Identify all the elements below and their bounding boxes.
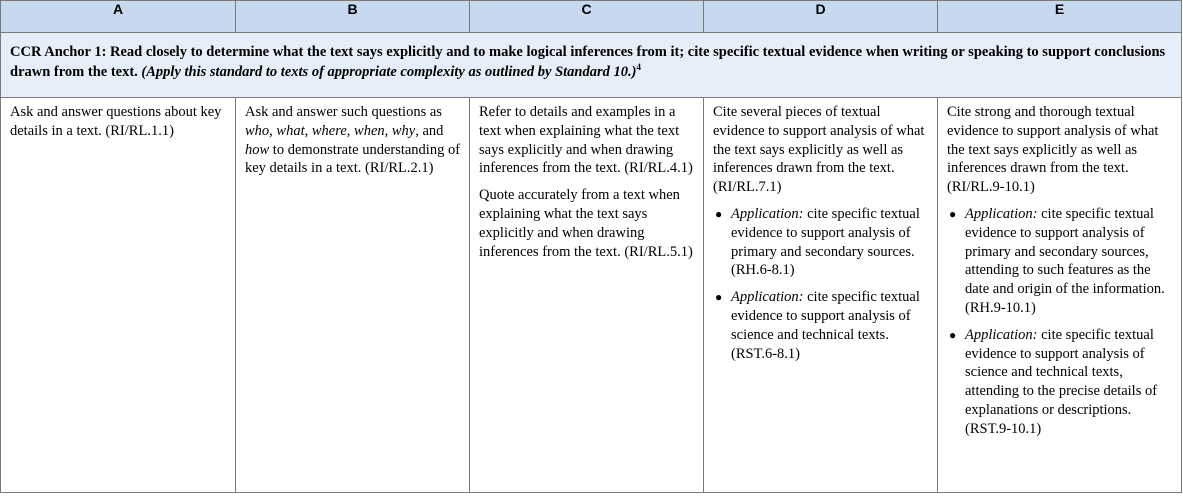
cell-c-paragraph-2: Quote accurately from a text when explaining what the text says explicitly and when drawing inferences from the text. (RI/RL.5.1) xyxy=(479,187,693,260)
cell-d-application-list xyxy=(713,205,929,363)
application-text: cite specific textual evidence to support analysis of science and technical texts. (RST.6-8.1) xyxy=(731,289,920,362)
cell-b-word-what: what xyxy=(276,122,305,139)
column-header-c: C xyxy=(470,1,704,33)
column-header-d: D xyxy=(704,1,938,33)
cell-a-text: Ask and answer questions about key details in a text. (RI/RL.1.1) xyxy=(10,104,222,139)
standards-row xyxy=(1,98,1182,493)
anchor-statement: CCR Anchor 1: Read closely to determine what the text says explicitly and to make logical inferences from it; cite specific textual evidence when writing or speaking to support conclusions drawn from the text. xyxy=(10,44,1166,80)
cell-b-word-who: who xyxy=(245,122,270,139)
column-header-b: B xyxy=(236,1,470,33)
cell-d-paragraph-1: Cite several pieces of textual evidence to support analysis of what the text says explicitly as well as inferences drawn from the text. (RI/RL.7.1) xyxy=(713,104,925,196)
cell-b-text xyxy=(245,103,461,178)
anchor-row xyxy=(1,33,1182,98)
application-label: Application: xyxy=(965,205,1038,222)
application-text: cite specific textual evidence to support analysis of science and technical texts, attending to the precise details of explanations or descriptions. (RST.9-10.1) xyxy=(965,326,1158,437)
cell-b-word-where: where xyxy=(311,122,347,139)
cell-d xyxy=(704,98,938,493)
cell-b-sep: , xyxy=(304,122,312,139)
bullet-icon: ● xyxy=(715,290,723,305)
cell-c-paragraph-1: Refer to details and examples in a text when explaining what the text says explicitly and when drawing inferences from the text. (RI/RL.4.1) xyxy=(479,104,693,177)
column-header-e: E xyxy=(938,1,1182,33)
cell-e-application-list xyxy=(947,205,1173,439)
cell-a xyxy=(1,98,236,493)
cell-b-word-why: why xyxy=(391,122,416,139)
list-item xyxy=(949,326,1173,439)
cell-e xyxy=(938,98,1182,493)
application-label: Application: xyxy=(731,205,804,222)
anchor-note: (Apply this standard to texts of appropriate complexity as outlined by Standard 10.) xyxy=(141,64,637,80)
list-item xyxy=(949,205,1173,318)
application-label: Application: xyxy=(965,326,1038,343)
cell-b-word-how: how xyxy=(245,141,270,158)
column-header-a: A xyxy=(1,1,236,33)
list-item xyxy=(715,288,929,363)
cell-b-sep: , xyxy=(269,122,277,139)
cell-b-sep: , and xyxy=(415,122,444,139)
cell-b xyxy=(236,98,470,493)
application-label: Application: xyxy=(731,289,804,306)
cell-b-sep: , xyxy=(346,122,355,139)
cell-b-pre: Ask and answer such questions as xyxy=(245,104,442,120)
anchor-footnote: 4 xyxy=(636,62,641,73)
anchor-cell xyxy=(1,33,1182,98)
application-text: cite specific textual evidence to support analysis of primary and secondary sources, attending to such features as the date and origin of the information. (RH.9-10.1) xyxy=(965,205,1165,316)
cell-e-paragraph-1: Cite strong and thorough textual evidence to support analysis of what the text says explicitly as well as inferences drawn from the text. (RI/RL.9-10.1) xyxy=(947,104,1159,196)
list-item xyxy=(715,205,929,280)
bullet-icon: ● xyxy=(715,206,723,221)
bullet-icon: ● xyxy=(949,327,957,342)
column-header-row xyxy=(1,1,1182,33)
application-text: cite specific textual evidence to support analysis of primary and secondary sources. (RH.6-8.1) xyxy=(731,205,920,279)
bullet-icon: ● xyxy=(949,206,957,221)
cell-b-sep: , xyxy=(384,122,392,139)
cell-b-post: to demonstrate understanding of key details in a text. (RI/RL.2.1) xyxy=(245,141,461,177)
cell-c xyxy=(470,98,704,493)
cell-b-word-when: when xyxy=(354,122,385,139)
